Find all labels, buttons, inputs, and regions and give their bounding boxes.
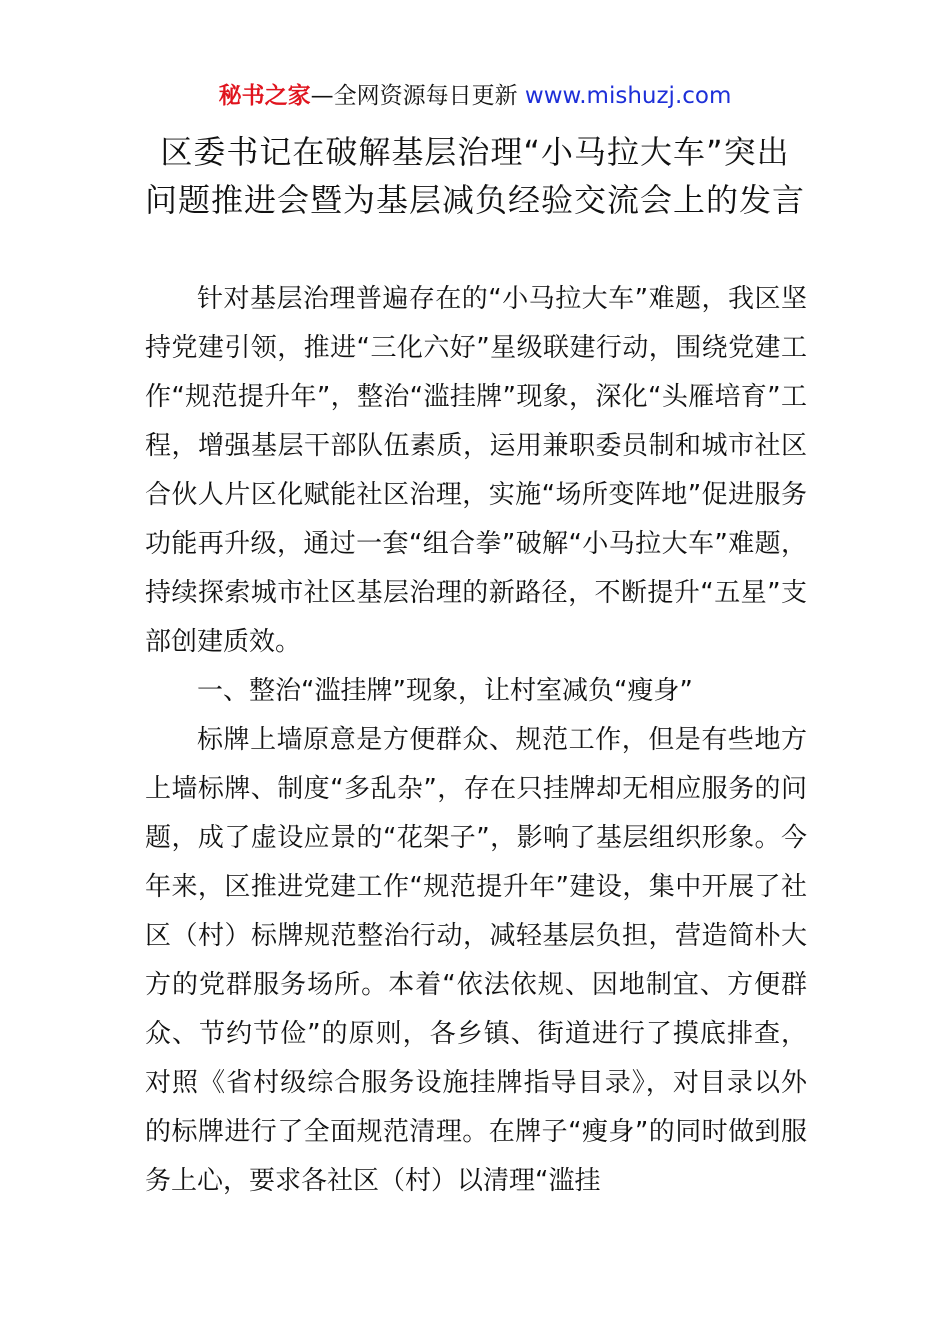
document-title: [0, 128, 950, 224]
brand-name: 秘书之家: [218, 83, 311, 109]
intro-paragraph: 针对基层治理普遍存在的“小马拉大车”难题，我区坚持党建引领，推进“三化六好”星级联建行动，围绕党建工作“规范提升年”，整治“滥挂牌”现象，深化“头雁培育”工程，增强基层干部队伍素质，运用兼职委员制和城市社区合伙人片区化赋能社区治理，实施“场所变阵地”促进服务功能再升级，通过一套“组合拳”破解“小马拉大车”难题，持续探索城市社区基层治理的新路径，不断提升“五星”支部创建质效。: [145, 284, 807, 657]
title-line-1: 区委书记在破解基层治理“小马拉大车”突出: [160, 133, 790, 171]
section-1-paragraph: 标牌上墙原意是方便群众、规范工作，但是有些地方上墙标牌、制度“多乱杂”，存在只挂牌却无相应服务的问题，成了虚设应景的“花架子”，影响了基层组织形象。今年来，区推进党建工作“规范提升年”建设，集中开展了社区（村）标牌规范整治行动，减轻基层负担，营造简朴大方的党群服务场所。本着“依法依规、因地制宜、方便群众、节约节俭”的原则，各乡镇、街道进行了摸底排查，对照《省村级综合服务设施挂牌指导目录》，对目录以外的标牌进行了全面规范清理。在牌子“瘦身”的同时做到服务上心，要求各社区（村）以清理“滥挂: [145, 725, 807, 1196]
section-heading-1: 一、整治“滥挂牌”现象，让村室减负“瘦身”: [197, 676, 693, 706]
site-header: [0, 80, 950, 112]
document-body: [145, 275, 807, 1206]
header-tagline: —全网资源每日更新: [310, 83, 525, 109]
title-line-2: 问题推进会暨为基层减负经验交流会上的发言: [144, 181, 805, 219]
site-url[interactable]: www.mishuzj.com: [524, 83, 732, 109]
